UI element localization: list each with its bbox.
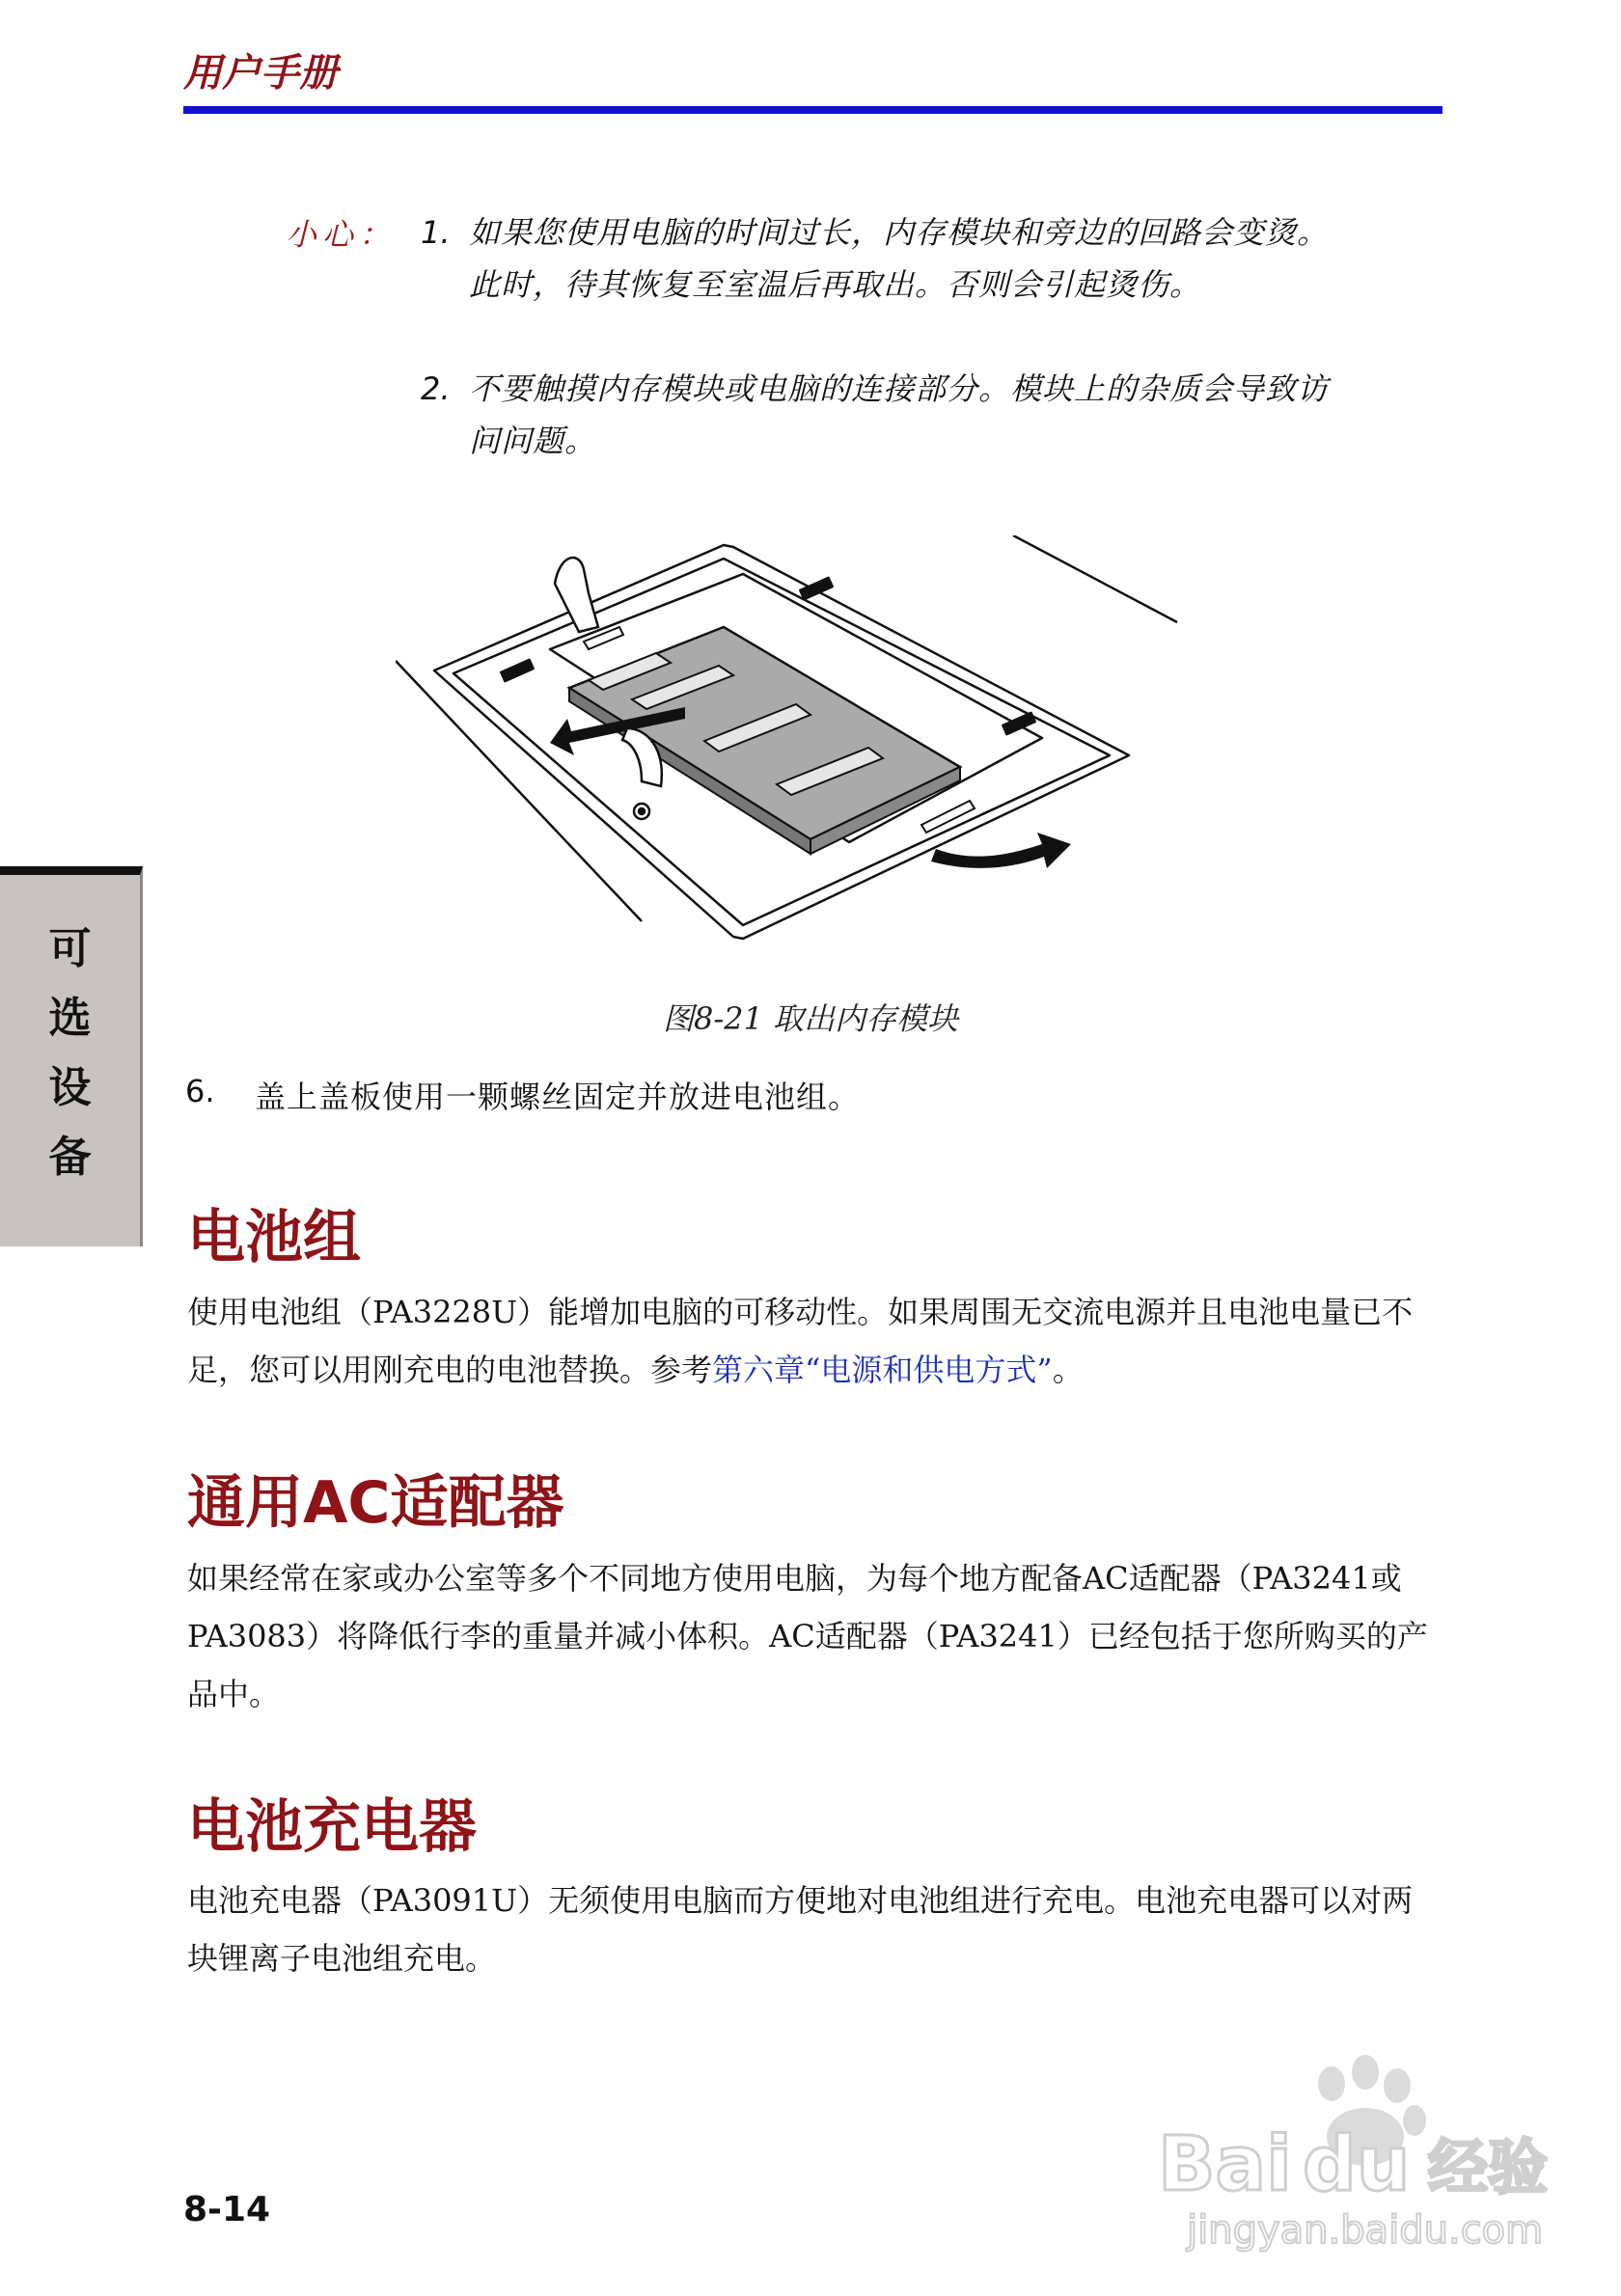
- section-body-ac-adapter: 如果经常在家或办公室等多个不同地方使用电脑，为每个地方配备AC适配器（PA3241或PA3083）将降低行李的重量并减小体积。AC适配器（PA3241）已经包括于您所购买的产品中。: [187, 1560, 1428, 1712]
- chapter-6-link[interactable]: 第六章“电源和供电方式”: [712, 1352, 1053, 1388]
- memory-module-illustration: [396, 535, 1187, 941]
- caution-item-text: 不要触摸内存模块或电脑的连接部分。模块上的杂质会导致访问问题。: [469, 370, 1330, 459]
- caution-item: [421, 363, 1337, 467]
- svg-text:经验: 经验: [1428, 2132, 1549, 2202]
- chapter-side-tab: [0, 866, 143, 1246]
- section-heading-ac-adapter: 通用AC适配器: [187, 1469, 564, 1537]
- step-text: 盖上盖板使用一颗螺丝固定并放进电池组。: [255, 1079, 861, 1115]
- section-heading-battery-charger: 电池充电器: [187, 1793, 477, 1861]
- svg-text:du: du: [1303, 2121, 1411, 2208]
- page-number: 8-14: [183, 2190, 271, 2229]
- step-number: 6.: [185, 1073, 215, 1109]
- side-tab-char: 设: [48, 1063, 92, 1112]
- body-text: 使用电池组（PA3228U）能增加电脑的可移动性。如果周围无交流电源并且电池电量已不足，您可以用刚充电的电池替换。参考: [187, 1294, 1414, 1388]
- header-rule: [183, 106, 1442, 114]
- baidu-jingyan-watermark: [1148, 2045, 1573, 2277]
- caution-item-number: 2.: [421, 370, 451, 407]
- side-tab-char: 可: [48, 924, 92, 973]
- figure-caption: 图8-21 取出内存模块: [662, 1000, 959, 1037]
- side-tab-char: 选: [48, 994, 92, 1043]
- svg-text:Bai: Bai: [1158, 2121, 1292, 2208]
- section-heading-battery-pack: 电池组: [187, 1204, 361, 1271]
- section-body-battery-charger: 电池充电器（PA3091U）无须使用电脑而方便地对电池组进行充电。电池充电器可以对两块锂离子电池组充电。: [187, 1882, 1414, 1977]
- right-direction-arrow: [931, 833, 1071, 868]
- running-header-title: 用户手册: [183, 51, 338, 96]
- side-tab-char: 备: [48, 1133, 92, 1182]
- caution-item-number: 1.: [421, 214, 451, 251]
- caution-item: [421, 206, 1337, 311]
- left-latch-finger: [555, 558, 598, 632]
- section-body-battery-pack: [187, 1283, 1442, 1399]
- caution-item-text: 如果您使用电脑的时间过长，内存模块和旁边的回路会变烫。此时，待其恢复至室温后再取出。否则会引起烫伤。: [469, 214, 1330, 303]
- svg-text:jingyan.baidu.com: jingyan.baidu.com: [1187, 2208, 1544, 2253]
- base-edge-line: [1013, 535, 1177, 622]
- body-text: 。: [1052, 1352, 1084, 1388]
- caution-label: 小心：: [286, 216, 397, 253]
